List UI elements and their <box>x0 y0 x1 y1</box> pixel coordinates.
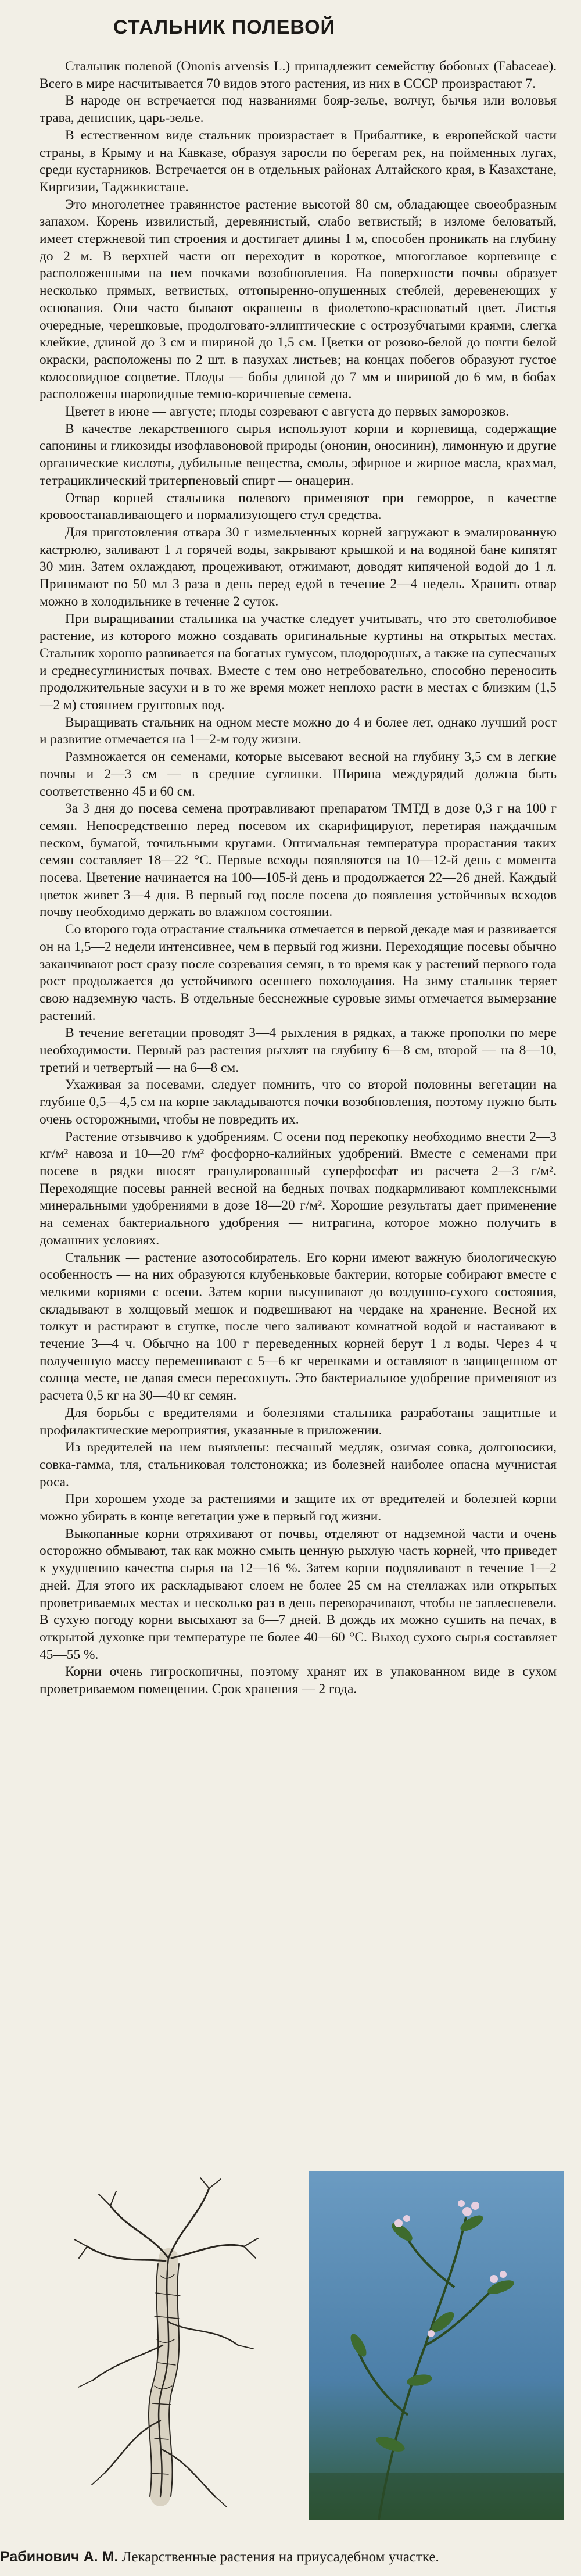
footer-book-title: Лекарственные растения на приусадебном участке. <box>121 2549 439 2565</box>
figures <box>23 2171 564 2520</box>
source-footer <box>0 2549 581 2566</box>
paragraph: Для приготовления отвара 30 г измельченных корней загружают в эмалированную кастрюлю, заливают 1 л горячей воды, закрывают крышкой и на водяной бане кипятят 30 мин. Затем охлаждают, процеживают, отжимают, доводят кипяченой водой до 1 л. Принимают по 50 мл 3 раза в день перед едой в течение 2—4 недель. Хранить отвар можно в холодильнике в течение 2 суток. <box>40 524 557 609</box>
paragraph: Размножается он семенами, которые высевают весной на глубину 3,5 см в легкие почвы и 2—3 см — в средние суглинки. Ширина междурядий должна быть соответственно 45 и 60 см. <box>40 749 557 799</box>
paragraph: При выращивании стальника на участке следует учитывать, что это светолюбивое растение, из которого можно создавать оригинальные куртины на открытых местах. Стальник хорошо развивается на богатых гумусом, плодородных, а также на супесчаных и среднесуглинистых почвах. Вместе с тем оно нетребовательно, способно переносить продолжительные засухи и в то же время может неплохо расти в местах с близким (1,5—2 м) стоянием грунтовых вод. <box>40 611 557 713</box>
paragraph: Это многолетнее травянистое растение высотой 80 см, обладающее своеобразным запахом. Корень извилистый, деревянистый, слабо ветвистый; в изломе беловатый, имеет стержневой тип строения и достигает длины 1 м, способен проникать на глубину до 2 м. В верхней части он переходит в короткое, многоглавое корневище с расположенными на нем почками возобновления. На поверхности почвы образует несколько прямых, ветвистых, оттопыренно-опушенных стеблей, деревенеющих у основания. Они часто бывают окрашены в фиолетово-красноватый цвет. Листья очередные, черешковые, продолговато-эллиптические с острозубчатыми краями, слегка клейкие, длиной до 3 см и шириной до 1,5 см. Цветки от розово-белой до почти белой окраски, расположены по 2 шт. в пазухах листьев; на концах побегов образуют густое колосовидное соцветие. Плоды — бобы длиной до 7 мм и шириной до 6 мм, в бобах расположены шаровидные темно-коричневые семена. <box>40 196 557 402</box>
paragraph: Корни очень гигроскопичны, поэтому хранят их в упакованном виде в сухом проветриваемом помещении. Срок хранения — 2 года. <box>40 1664 557 1697</box>
paragraph: Выкопанные корни отряхивают от почвы, отделяют от надземной части и очень осторожно обмывают, так как можно смыть ценную рыхлую часть корней, что приведет к ухудшению качества сырья на 12—16 %. Затем корни подвяливают в течение 1—2 дней. Для этого их раскладывают слоем не более 25 см на стеллажах или открытых проветриваемых местах и несколько раз в день переворачивают, чтобы не заплесневели. В сухую погоду корни высыхают за 6—7 дней. В дождь их можно сушить на печах, в открытой духовке при температуре не более 40—60 °С. Выход сухого сырья составляет 45—55 %. <box>40 1526 557 1662</box>
paragraph: Цветет в июне — августе; плоды созревают с августа до первых заморозков. <box>65 404 510 420</box>
page-title: СТАЛЬНИК ПОЛЕВОЙ <box>113 16 335 38</box>
article-body <box>40 58 557 1698</box>
paragraph: Из вредителей на нем выявлены: песчаный медляк, озимая совка, долгоносики, совка-гамма, тля, стальниковая толстоножка; из болезней наиболее опасна мучнистая роса. <box>40 1440 557 1490</box>
paragraph: В течение вегетации проводят 3—4 рыхления в рядках, а также прополки по мере необходимости. Первый раз растения рыхлят на глубину 6—8 см, второй — на 8—10, третий и четвертый — на 6—8 см. <box>40 1025 557 1075</box>
root-drawing-icon <box>23 2171 290 2520</box>
paragraph: Со второго года отрастание стальника отмечается в первой декаде мая и развивается он на 1,5—2 недели интенсивнее, чем в первый год жизни. Переходящие посевы обычно заканчивают рост сразу после созревания семян, в то время как у растений первого года рост продолжается до устойчивого осеннего похолодания. На зиму стальник теряет свою надземную часть. В отдельные бесснежные суровые зимы отмечается вымерзание растений. <box>40 922 557 1024</box>
paragraph: Стальник полевой (Ononis arvensis L.) принадлежит семейству бобовых (Fabaceae). Всего в мире насчитывается 70 видов этого растения, из них в СССР произрастают 7. <box>40 59 557 91</box>
paragraph: Выращивать стальник на одном месте можно до 4 и более лет, однако лучший рост и развитие отмечается на 1—2-м году жизни. <box>40 714 557 747</box>
paragraph: За 3 дня до посева семена протравливают препаратом ТМТД в дозе 0,3 г на 100 г семян. Непосредственно перед посевом их скарифицируют, перетирая наждачным песком, бумагой, точильными кругами. Оптимальная температура прорастания таких семян составляет 18—22 °С. Первые всходы появляются на 10—12-й день с момента посева. Цветение начинается на 100—105-й день и продолжается 22—26 дней. Каждый цветок живет 3—4 дня. В первый год после посева до появления устойчивых всходов почву необходимо держать во влажном состоянии. <box>40 801 557 920</box>
paragraph: Ухаживая за посевами, следует помнить, что со второй половины вегетации на глубине 0,5—4,5 см на корне закладываются почки возобновления, поэтому нужно быть очень осторожными, чтобы не повредить их. <box>40 1077 557 1127</box>
plant-photo-icon <box>309 2171 564 2520</box>
paragraph: Отвар корней стальника полевого применяют при геморрое, в качестве кровоостанавливающего и нормализующего стул средства. <box>40 490 557 523</box>
paragraph: Растение отзывчиво к удобрениям. С осени под перекопку необходимо внести 2—3 кг/м² навоза и 10—20 г/м² фосфорно-калийных удобрений. Вместе с семенами при посеве в рядки вносят гранулированный суперфосфат из расчета 2—3 г/м². Переходящие посевы ранней весной на бедных почвах подкармливают комплексными минеральными удобрениями в дозе 18—20 г/м². Хорошие результаты дает применение на семенах бактериального удобрения — нитрагина, которое можно получить в домашних условиях. <box>40 1129 557 1248</box>
paragraph: В естественном виде стальник произрастает в Прибалтике, в европейской части страны, в Крыму и на Кавказе, образуя заросли по берегам рек, на пойменных лугах, среди кустарников. Встречается он в отдельных районах Алтайского края, в Казахстане, Киргизии, Таджикистане. <box>40 127 557 195</box>
paragraph: В качестве лекарственного сырья используют корни и корневища, содержащие сапонины и гликозиды изофлавоновой природы (ононин, оносинин), лимонную и другие органические кислоты, дубильные вещества, смолы, эфирное и жирное масла, крахмал, тетрациклический тритерпеновый спирт — онацерин. <box>40 421 557 488</box>
paragraph: При хорошем уходе за растениями и защите их от вредителей и болезней корни можно убирать в конце вегетации уже в первый год жизни. <box>40 1491 557 1525</box>
paragraph: В народе он встречается под названиями бояр-зелье, волчуг, бычья или воловья трава, денисник, царь-зелье. <box>40 93 557 126</box>
footer-author: Рабинович А. М. <box>0 2549 119 2565</box>
paragraph: Для борьбы с вредителями и болезнями стальника разработаны защитные и профилактические мероприятия, указанные в приложении. <box>40 1405 557 1438</box>
paragraph: Стальник — растение азотособиратель. Его корни имеют важную биологическую особенность — на них образуются клубеньковые бактерии, которые собирают вместе с мелкими корнями с осени. Затем корни высушивают до воздушно-сухого состояния, складывают в холщовый мешок и подвешивают на чердаке на хранение. Весной их толкут и растирают в ступке, после чего заливают комнатной водой и настаивают в течение 3—4 ч. Обычно на 100 г переведенных корней берут 1 л воды. Через 4 ч полученную массу перемешивают с 5—6 кг черенками и оставляют в защищенном от солнца месте, не давая смеси пересохнуть. Это бактериальное удобрение применяют из расчета 0,5 кг на 30—40 кг семян. <box>40 1250 557 1404</box>
